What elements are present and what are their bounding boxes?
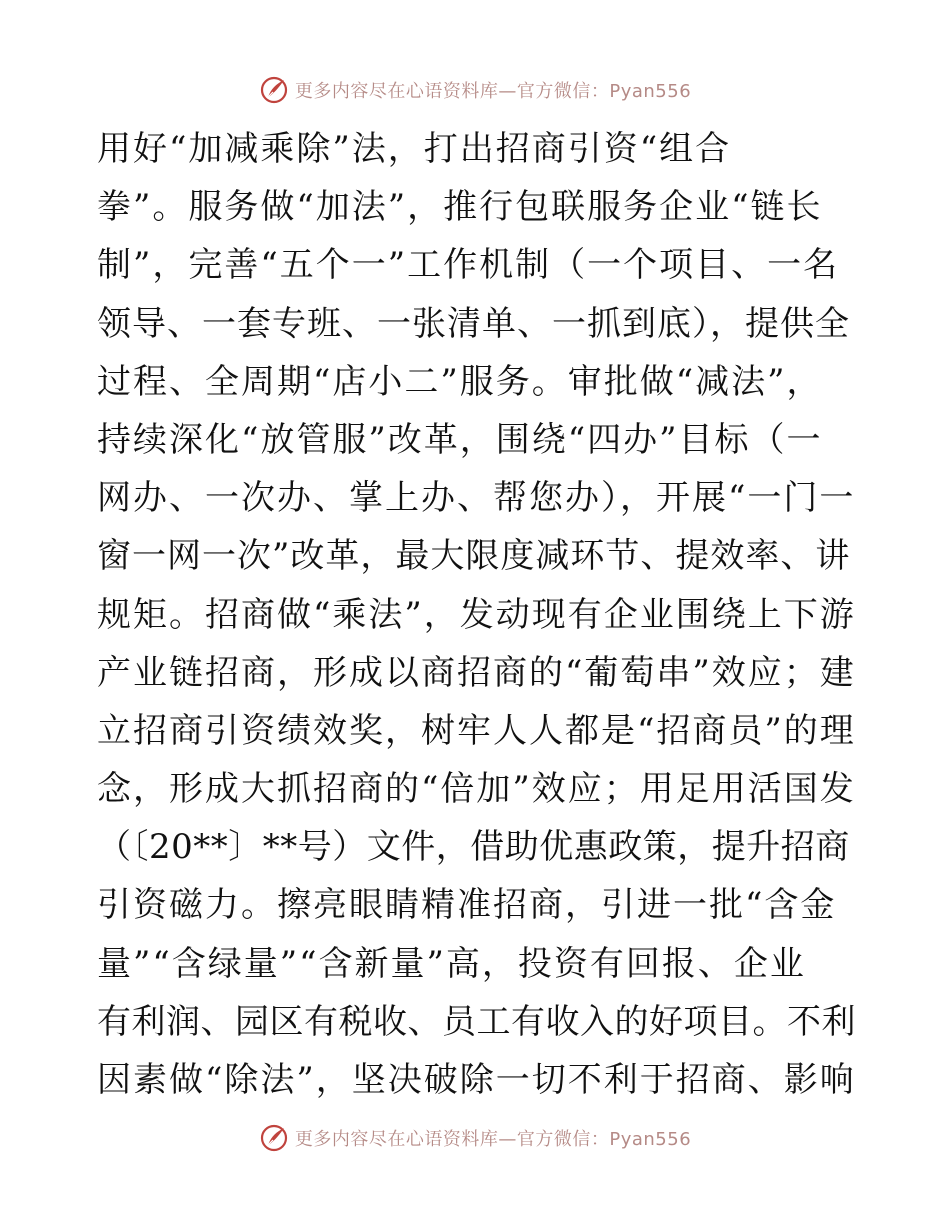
text-line: 立招商引资绩效奖，树牢人人都是“招商员”的理 xyxy=(97,710,856,751)
header-watermark xyxy=(0,70,950,110)
header-watermark-text: 更多内容尽在心语资料库—官方微信：Pyan556 xyxy=(294,81,692,102)
text-line: 因素做“除法”，坚决破除一切不利于招商、影响 xyxy=(97,1060,856,1100)
text-line: 窗一网一次”改革，最大限度减环节、提效率、讲 xyxy=(97,536,851,577)
feather-pen-logo-icon xyxy=(259,75,289,105)
text-line: 念，形成大抓招商的“倍加”效应；用足用活国发 xyxy=(97,769,856,810)
feather-pen-logo-icon xyxy=(259,1123,289,1153)
text-line: 规矩。招商做“乘法”，发动现有企业围绕上下游 xyxy=(97,594,856,635)
footer-watermark xyxy=(0,1118,950,1158)
text-line: 有利润、园区有税收、员工有收入的好项目。不利 xyxy=(97,1001,856,1042)
text-line: 网办、一次办、掌上办、帮您办），开展“一门一 xyxy=(97,478,856,519)
text-line: 过程、全周期“店小二”服务。审批做“减法”， xyxy=(97,361,823,402)
footer-watermark-text: 更多内容尽在心语资料库—官方微信：Pyan556 xyxy=(294,1129,692,1150)
text-line: 用好“加减乘除”法，打出招商引资“组合 xyxy=(97,129,732,169)
text-line: 领导、一套专班、一张清单、一抓到底），提供全 xyxy=(97,303,850,344)
text-line: 制”，完善“五个一”工作机制（一个项目、一名 xyxy=(97,245,840,286)
text-line: 引资磁力。擦亮眼睛精准招商，引进一批“含金 xyxy=(97,885,837,926)
text-line: 产业链招商，形成以商招商的“葡萄串”效应；建 xyxy=(97,652,856,693)
document-body xyxy=(97,120,857,1109)
text-line: 量”“含绿量”“含新量”高，投资有回报、企业 xyxy=(97,943,806,984)
text-line: （〔20**〕**号）文件，借助优惠政策，提升招商 xyxy=(97,827,850,868)
text-line: 拳”。服务做“加法”，推行包联服务企业“链长 xyxy=(97,187,823,228)
text-line: 持续深化“放管服”改革，围绕“四办”目标（一 xyxy=(97,419,823,460)
